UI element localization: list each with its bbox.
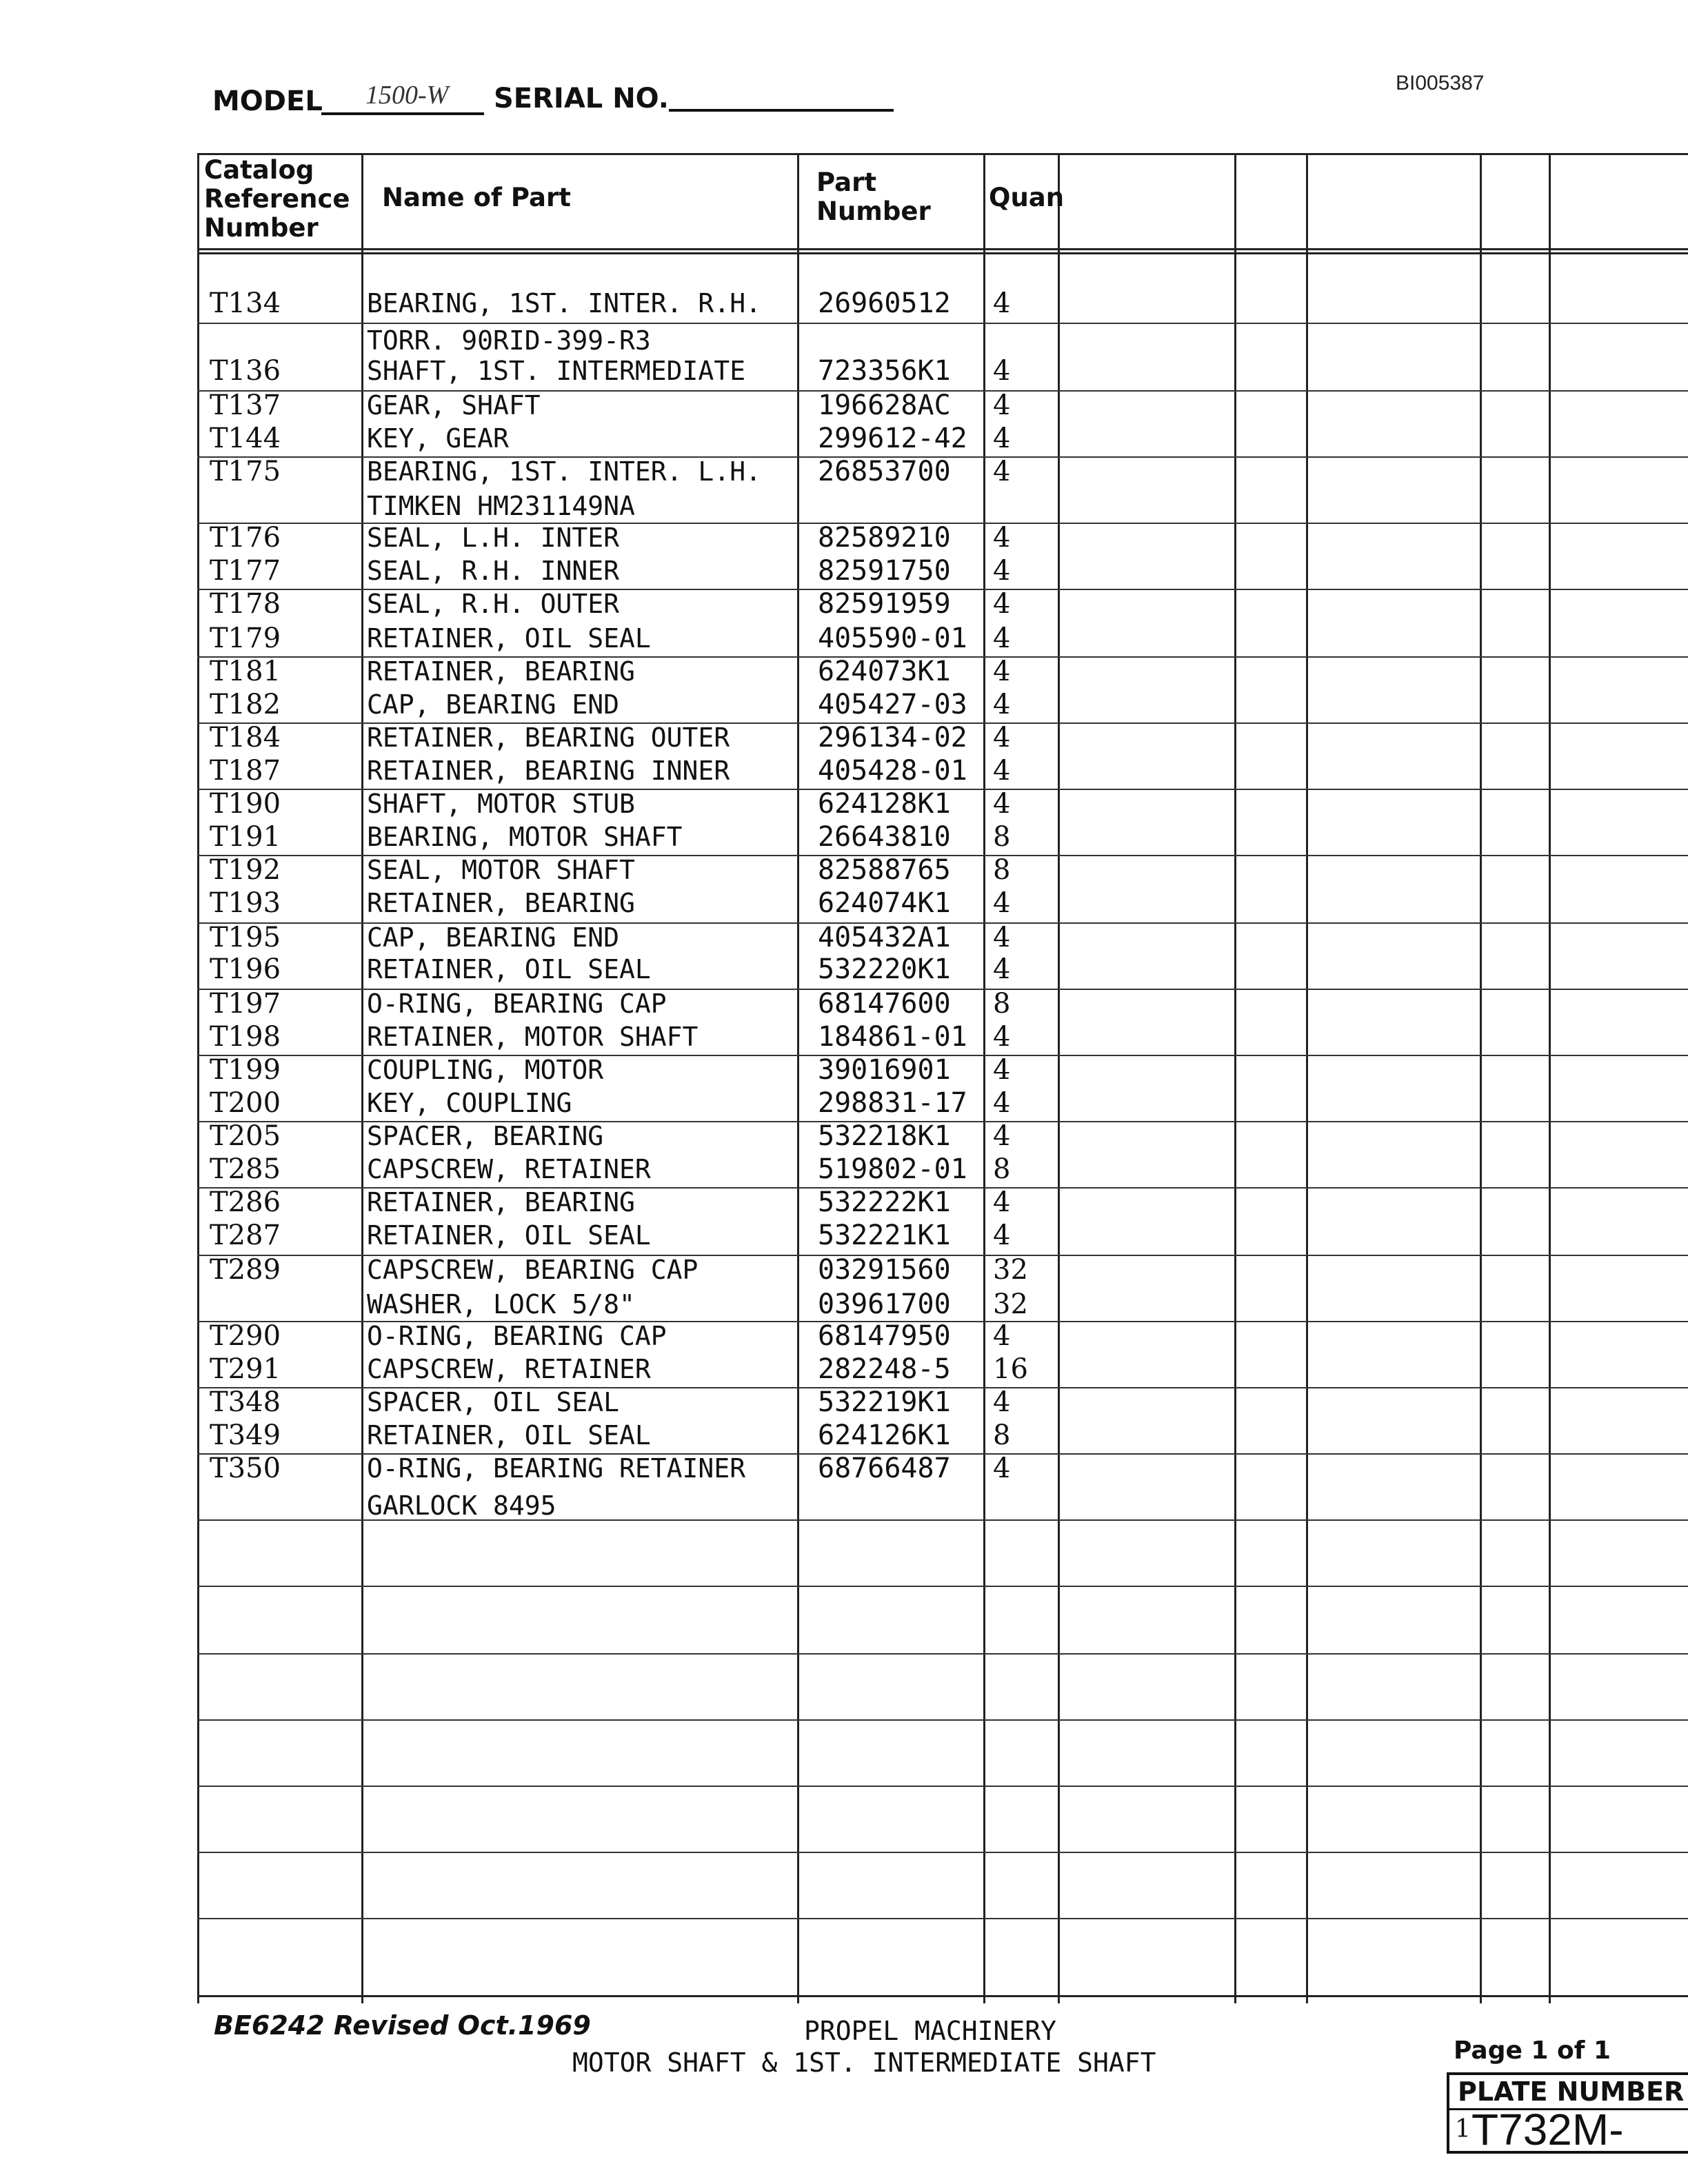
quantity-cell: 4 [993, 1386, 1011, 1418]
part-number-cell: 532219K1 [818, 1386, 951, 1418]
part-name-cell: CAPSCREW, RETAINER [367, 1154, 651, 1184]
part-name-cell: SHAFT, MOTOR STUB [367, 789, 635, 819]
column-divider [1234, 153, 1236, 2003]
part-name-cell: CAP, BEARING END [367, 922, 620, 953]
quantity-cell: 4 [993, 423, 1011, 454]
catalog-ref-cell: T197 [210, 988, 281, 1020]
part-number-cell: 405432A1 [818, 922, 951, 953]
part-number-cell: 03291560 [818, 1254, 951, 1286]
quantity-cell: 4 [993, 1054, 1011, 1086]
part-number-cell: 196628AC [818, 390, 951, 421]
quantity-cell: 4 [993, 887, 1011, 919]
quantity-cell: 4 [993, 1021, 1011, 1053]
part-name-cell: CAP, BEARING END [367, 689, 620, 720]
quantity-cell: 8 [993, 821, 1011, 853]
part-number-cell: 624074K1 [818, 887, 951, 919]
part-name-cell: RETAINER, MOTOR SHAFT [367, 1022, 699, 1052]
plate-number-label: PLATE NUMBER [1458, 2076, 1685, 2107]
quantity-cell: 4 [993, 722, 1011, 754]
part-name-cell: TIMKEN HM231149NA [367, 491, 635, 521]
catalog-ref-cell: T179 [210, 623, 281, 654]
catalog-ref-cell: T350 [210, 1453, 281, 1484]
quantity-cell: 4 [993, 922, 1011, 953]
catalog-ref-cell: T187 [210, 755, 281, 787]
column-divider [361, 153, 363, 2003]
quantity-cell: 4 [993, 355, 1011, 387]
part-number-cell: 519802-01 [818, 1153, 967, 1185]
part-number-cell: 68147600 [818, 988, 951, 1020]
catalog-ref-cell: T349 [210, 1419, 281, 1451]
part-number-cell: 532218K1 [818, 1120, 951, 1152]
part-number-cell: 82591750 [818, 555, 951, 587]
part-number-cell: 39016901 [818, 1054, 951, 1086]
header-part-number: Part Number [816, 168, 931, 226]
header-name-of-part: Name of Part [382, 183, 571, 212]
quantity-cell: 4 [993, 390, 1011, 421]
part-name-cell: WASHER, LOCK 5/8" [367, 1289, 635, 1320]
part-number-cell: 298831-17 [818, 1087, 967, 1119]
serial-underline [669, 109, 894, 112]
column-divider [983, 153, 985, 2003]
part-name-cell: TORR. 90RID-399-R3 [367, 325, 651, 356]
part-name-cell: RETAINER, OIL SEAL [367, 623, 651, 654]
catalog-ref-cell: T191 [210, 821, 281, 853]
column-divider [797, 153, 799, 2003]
catalog-ref-cell: T199 [210, 1054, 281, 1086]
quantity-cell: 32 [993, 1254, 1028, 1286]
part-name-cell: BEARING, 1ST. INTER. L.H. [367, 456, 761, 487]
catalog-ref-cell: T144 [210, 423, 281, 454]
part-name-cell: SEAL, MOTOR SHAFT [367, 855, 635, 885]
part-number-cell: 405427-03 [818, 689, 967, 720]
part-name-cell: RETAINER, BEARING INNER [367, 756, 730, 786]
part-number-cell: 26643810 [818, 821, 951, 853]
catalog-ref-cell: T177 [210, 555, 281, 587]
quantity-cell: 8 [993, 854, 1011, 886]
part-number-cell: 184861-01 [818, 1021, 967, 1053]
catalog-ref-cell: T291 [210, 1353, 281, 1385]
row-rule [197, 1918, 1688, 1919]
part-name-cell: BEARING, 1ST. INTER. R.H. [367, 288, 761, 318]
row-rule [197, 1719, 1688, 1721]
part-number-cell: 68147950 [818, 1320, 951, 1352]
part-number-cell: 299612-42 [818, 423, 967, 454]
catalog-ref-cell: T198 [210, 1021, 281, 1053]
part-name-cell: CAPSCREW, RETAINER [367, 1354, 651, 1384]
catalog-ref-cell: T289 [210, 1254, 281, 1286]
catalog-ref-cell: T181 [210, 656, 281, 687]
part-number-cell: 405590-01 [818, 623, 967, 654]
catalog-ref-cell: T286 [210, 1186, 281, 1218]
catalog-ref-cell: T184 [210, 722, 281, 754]
part-number-cell: 26960512 [818, 287, 951, 319]
quantity-cell: 4 [993, 1120, 1011, 1152]
header-rule [197, 252, 1688, 254]
part-name-cell: SPACER, BEARING [367, 1121, 604, 1151]
form-id: BE6242 Revised Oct.1969 [214, 2010, 591, 2041]
parts-table [197, 153, 1688, 2003]
part-name-cell: RETAINER, BEARING [367, 888, 635, 918]
table-border-top [197, 153, 1688, 155]
column-divider [1058, 153, 1060, 2003]
header-rule [197, 248, 1688, 250]
catalog-ref-cell: T134 [210, 287, 281, 319]
part-name-cell: KEY, COUPLING [367, 1088, 572, 1118]
catalog-ref-cell: T195 [210, 922, 281, 953]
part-number-cell: 405428-01 [818, 755, 967, 787]
catalog-ref-cell: T200 [210, 1087, 281, 1119]
quantity-cell: 4 [993, 1186, 1011, 1218]
part-name-cell: SEAL, L.H. INTER [367, 523, 620, 553]
part-number-cell: 82588765 [818, 854, 951, 886]
row-rule [197, 1852, 1688, 1853]
quantity-cell: 4 [993, 1320, 1011, 1352]
part-number-cell: 532221K1 [818, 1220, 951, 1251]
catalog-ref-cell: T182 [210, 689, 281, 720]
catalog-ref-cell: T196 [210, 953, 281, 985]
part-name-cell: SPACER, OIL SEAL [367, 1387, 620, 1417]
section-title: PROPEL MACHINERY [804, 2016, 1057, 2046]
quantity-cell: 4 [993, 522, 1011, 554]
catalog-ref-cell: T176 [210, 522, 281, 554]
part-name-cell: SHAFT, 1ST. INTERMEDIATE [367, 356, 746, 386]
part-name-cell: COUPLING, MOTOR [367, 1055, 604, 1085]
quantity-cell: 4 [993, 588, 1011, 620]
part-name-cell: O-RING, BEARING CAP [367, 1321, 667, 1351]
part-name-cell: RETAINER, BEARING [367, 656, 635, 687]
part-number-cell: 624073K1 [818, 656, 951, 687]
column-divider [1306, 153, 1308, 2003]
part-name-cell: GARLOCK 8495 [367, 1490, 556, 1521]
document-id: BI005387 [1396, 72, 1485, 94]
part-name-cell: O-RING, BEARING CAP [367, 989, 667, 1019]
quantity-cell: 8 [993, 1419, 1011, 1451]
catalog-ref-cell: T290 [210, 1320, 281, 1352]
part-name-cell: SEAL, R.H. INNER [367, 556, 620, 586]
catalog-ref-cell: T136 [210, 355, 281, 387]
catalog-ref-cell: T285 [210, 1153, 281, 1185]
part-name-cell: O-RING, BEARING RETAINER [367, 1453, 746, 1484]
quantity-cell: 16 [993, 1353, 1028, 1385]
part-number-cell: 82589210 [818, 522, 951, 554]
plate-number: T732M- [1471, 2105, 1624, 2154]
header-quantity: Quan [989, 183, 1065, 212]
quantity-cell: 4 [993, 656, 1011, 687]
page-indicator: Page 1 of 1 [1454, 2036, 1611, 2065]
quantity-cell: 4 [993, 1220, 1011, 1251]
table-border-left [197, 153, 199, 2003]
part-name-cell: RETAINER, BEARING [367, 1187, 635, 1217]
catalog-ref-cell: T137 [210, 390, 281, 421]
model-value: 1500-W [365, 81, 449, 110]
quantity-cell: 4 [993, 689, 1011, 720]
row-rule [197, 1786, 1688, 1787]
part-number-cell: 624128K1 [818, 788, 951, 820]
serial-label: SERIAL NO. [494, 83, 669, 114]
catalog-ref-cell: T348 [210, 1386, 281, 1418]
quantity-cell: 32 [993, 1288, 1028, 1320]
part-number-cell: 723356K1 [818, 355, 951, 387]
part-number-cell: 26853700 [818, 456, 951, 487]
model-underline [321, 112, 484, 115]
part-name-cell: BEARING, MOTOR SHAFT [367, 822, 683, 852]
table-border-bottom [197, 1995, 1688, 1997]
part-number-cell: 282248-5 [818, 1353, 951, 1385]
quantity-cell: 4 [993, 1087, 1011, 1119]
part-number-cell: 03961700 [818, 1288, 951, 1320]
part-number-cell: 624126K1 [818, 1419, 951, 1451]
part-name-cell: RETAINER, OIL SEAL [367, 954, 651, 984]
part-name-cell: RETAINER, BEARING OUTER [367, 722, 730, 753]
quantity-cell: 4 [993, 755, 1011, 787]
catalog-ref-cell: T175 [210, 456, 281, 487]
quantity-cell: 4 [993, 1453, 1011, 1484]
column-divider [1549, 153, 1551, 2003]
catalog-ref-cell: T178 [210, 588, 281, 620]
section-subtitle: MOTOR SHAFT & 1ST. INTERMEDIATE SHAFT [572, 2048, 1156, 2078]
part-name-cell: KEY, GEAR [367, 423, 509, 454]
part-name-cell: SEAL, R.H. OUTER [367, 589, 620, 619]
row-rule [197, 1586, 1688, 1587]
part-number-cell: 532220K1 [818, 953, 951, 985]
catalog-ref-cell: T190 [210, 788, 281, 820]
quantity-cell: 4 [993, 788, 1011, 820]
quantity-cell: 4 [993, 623, 1011, 654]
quantity-cell: 4 [993, 456, 1011, 487]
quantity-cell: 4 [993, 287, 1011, 319]
header-catalog-reference: Catalog Reference Number [204, 155, 350, 243]
plate-prefix: 1 [1455, 2115, 1471, 2143]
part-number-cell: 82591959 [818, 588, 951, 620]
part-number-cell: 68766487 [818, 1453, 951, 1484]
quantity-cell: 4 [993, 953, 1011, 985]
catalog-ref-cell: T193 [210, 887, 281, 919]
catalog-ref-cell: T205 [210, 1120, 281, 1152]
part-name-cell: RETAINER, OIL SEAL [367, 1420, 651, 1450]
model-label: MODEL [212, 85, 323, 117]
part-name-cell: CAPSCREW, BEARING CAP [367, 1255, 699, 1285]
part-number-cell: 532222K1 [818, 1186, 951, 1218]
catalog-ref-cell: T287 [210, 1220, 281, 1251]
quantity-cell: 8 [993, 988, 1011, 1020]
part-number-cell: 296134-02 [818, 722, 967, 754]
part-name-cell: RETAINER, OIL SEAL [367, 1220, 651, 1251]
quantity-cell: 8 [993, 1153, 1011, 1185]
part-name-cell: GEAR, SHAFT [367, 390, 541, 421]
catalog-ref-cell: T192 [210, 854, 281, 886]
column-divider [1480, 153, 1482, 2003]
row-rule [197, 323, 1688, 324]
quantity-cell: 4 [993, 555, 1011, 587]
row-rule [197, 1653, 1688, 1655]
